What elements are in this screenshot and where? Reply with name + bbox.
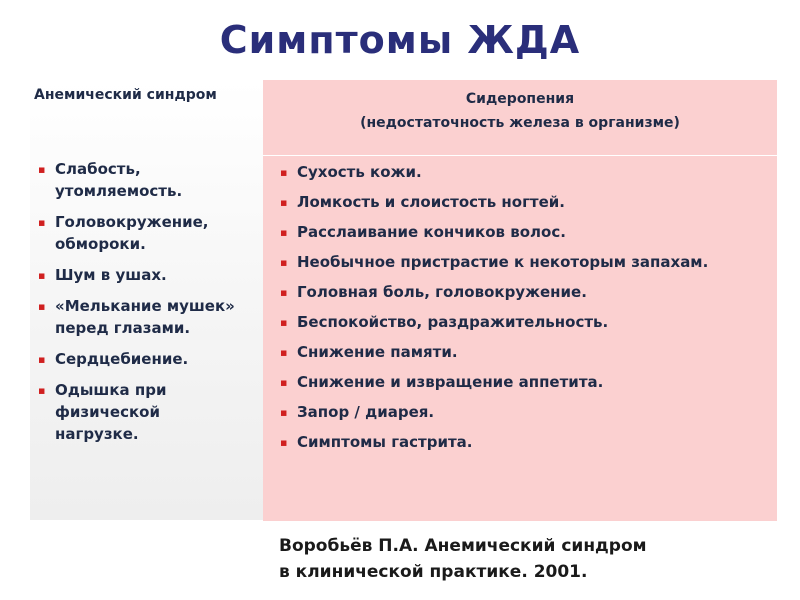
list-item [280, 251, 772, 273]
list-item [38, 158, 265, 202]
bullet-icon: ▪ [38, 269, 46, 282]
list-item [280, 221, 772, 243]
list-item [280, 281, 772, 303]
right-column-heading [263, 87, 777, 135]
bullet-icon: ▪ [38, 353, 46, 366]
right-heading-line2: (недостаточность железа в организме) [360, 115, 680, 131]
list-item-text: Сердцебиение. [55, 350, 189, 368]
list-item [38, 211, 265, 255]
sideropenia-list [280, 161, 772, 461]
list-item-text: Шум в ушах. [55, 266, 167, 284]
list-item-text: Ломкость и слоистость ногтей. [297, 193, 565, 211]
right-heading-line1: Сидеропения [465, 91, 575, 107]
list-item-text: Запор / диарея. [297, 403, 435, 421]
bullet-icon: ▪ [280, 406, 288, 419]
list-item [280, 401, 772, 423]
list-item-text: нагрузке. [55, 425, 139, 443]
list-item-text: Необычное пристрастие к некоторым запахам. [297, 253, 709, 271]
list-item [280, 341, 772, 363]
left-column-heading: Анемический синдром [34, 87, 217, 103]
list-item-text: Слабость, [55, 160, 141, 178]
list-item [38, 379, 265, 445]
list-item-text: Снижение памяти. [297, 343, 458, 361]
anemic-syndrome-list [38, 158, 265, 454]
list-item-text: Головная боль, головокружение. [297, 283, 587, 301]
list-item [280, 311, 772, 333]
bullet-icon: ▪ [38, 216, 46, 229]
list-item [38, 295, 265, 339]
list-item-text: Сухость кожи. [297, 163, 422, 181]
bullet-icon: ▪ [280, 316, 288, 329]
slide-title: Симптомы ЖДА [219, 18, 581, 62]
bullet-icon: ▪ [280, 166, 288, 179]
list-item-text: перед глазами. [55, 319, 191, 337]
list-item-text: Снижение и извращение аппетита. [297, 373, 604, 391]
list-item-text: Симптомы гастрита. [297, 433, 473, 451]
bullet-icon: ▪ [280, 256, 288, 269]
header-divider [263, 155, 777, 156]
bullet-icon: ▪ [280, 196, 288, 209]
list-item-text: Головокружение, [55, 213, 209, 231]
list-item-text: «Мелькание мушек» [55, 297, 235, 315]
bullet-icon: ▪ [38, 163, 46, 176]
bullet-icon: ▪ [280, 286, 288, 299]
list-item [280, 371, 772, 393]
citation-line2: в клинической практике. 2001. [279, 562, 588, 582]
list-item-text: Беспокойство, раздражительность. [297, 313, 609, 331]
bullet-icon: ▪ [280, 436, 288, 449]
bullet-icon: ▪ [280, 346, 288, 359]
citation-line1: Воробьёв П.А. Анемический синдром [279, 536, 647, 556]
list-item-text: Расслаивание кончиков волос. [297, 223, 566, 241]
list-item [280, 191, 772, 213]
bullet-icon: ▪ [280, 226, 288, 239]
list-item [280, 161, 772, 183]
list-item [38, 348, 265, 370]
citation [279, 533, 647, 585]
bullet-icon: ▪ [38, 384, 46, 397]
bullet-icon: ▪ [38, 300, 46, 313]
list-item-text: утомляемость. [55, 182, 183, 200]
bullet-icon: ▪ [280, 376, 288, 389]
list-item [280, 431, 772, 453]
list-item [38, 264, 265, 286]
list-item-text: физической [55, 403, 160, 421]
list-item-text: Одышка при [55, 381, 167, 399]
list-item-text: обмороки. [55, 235, 146, 253]
